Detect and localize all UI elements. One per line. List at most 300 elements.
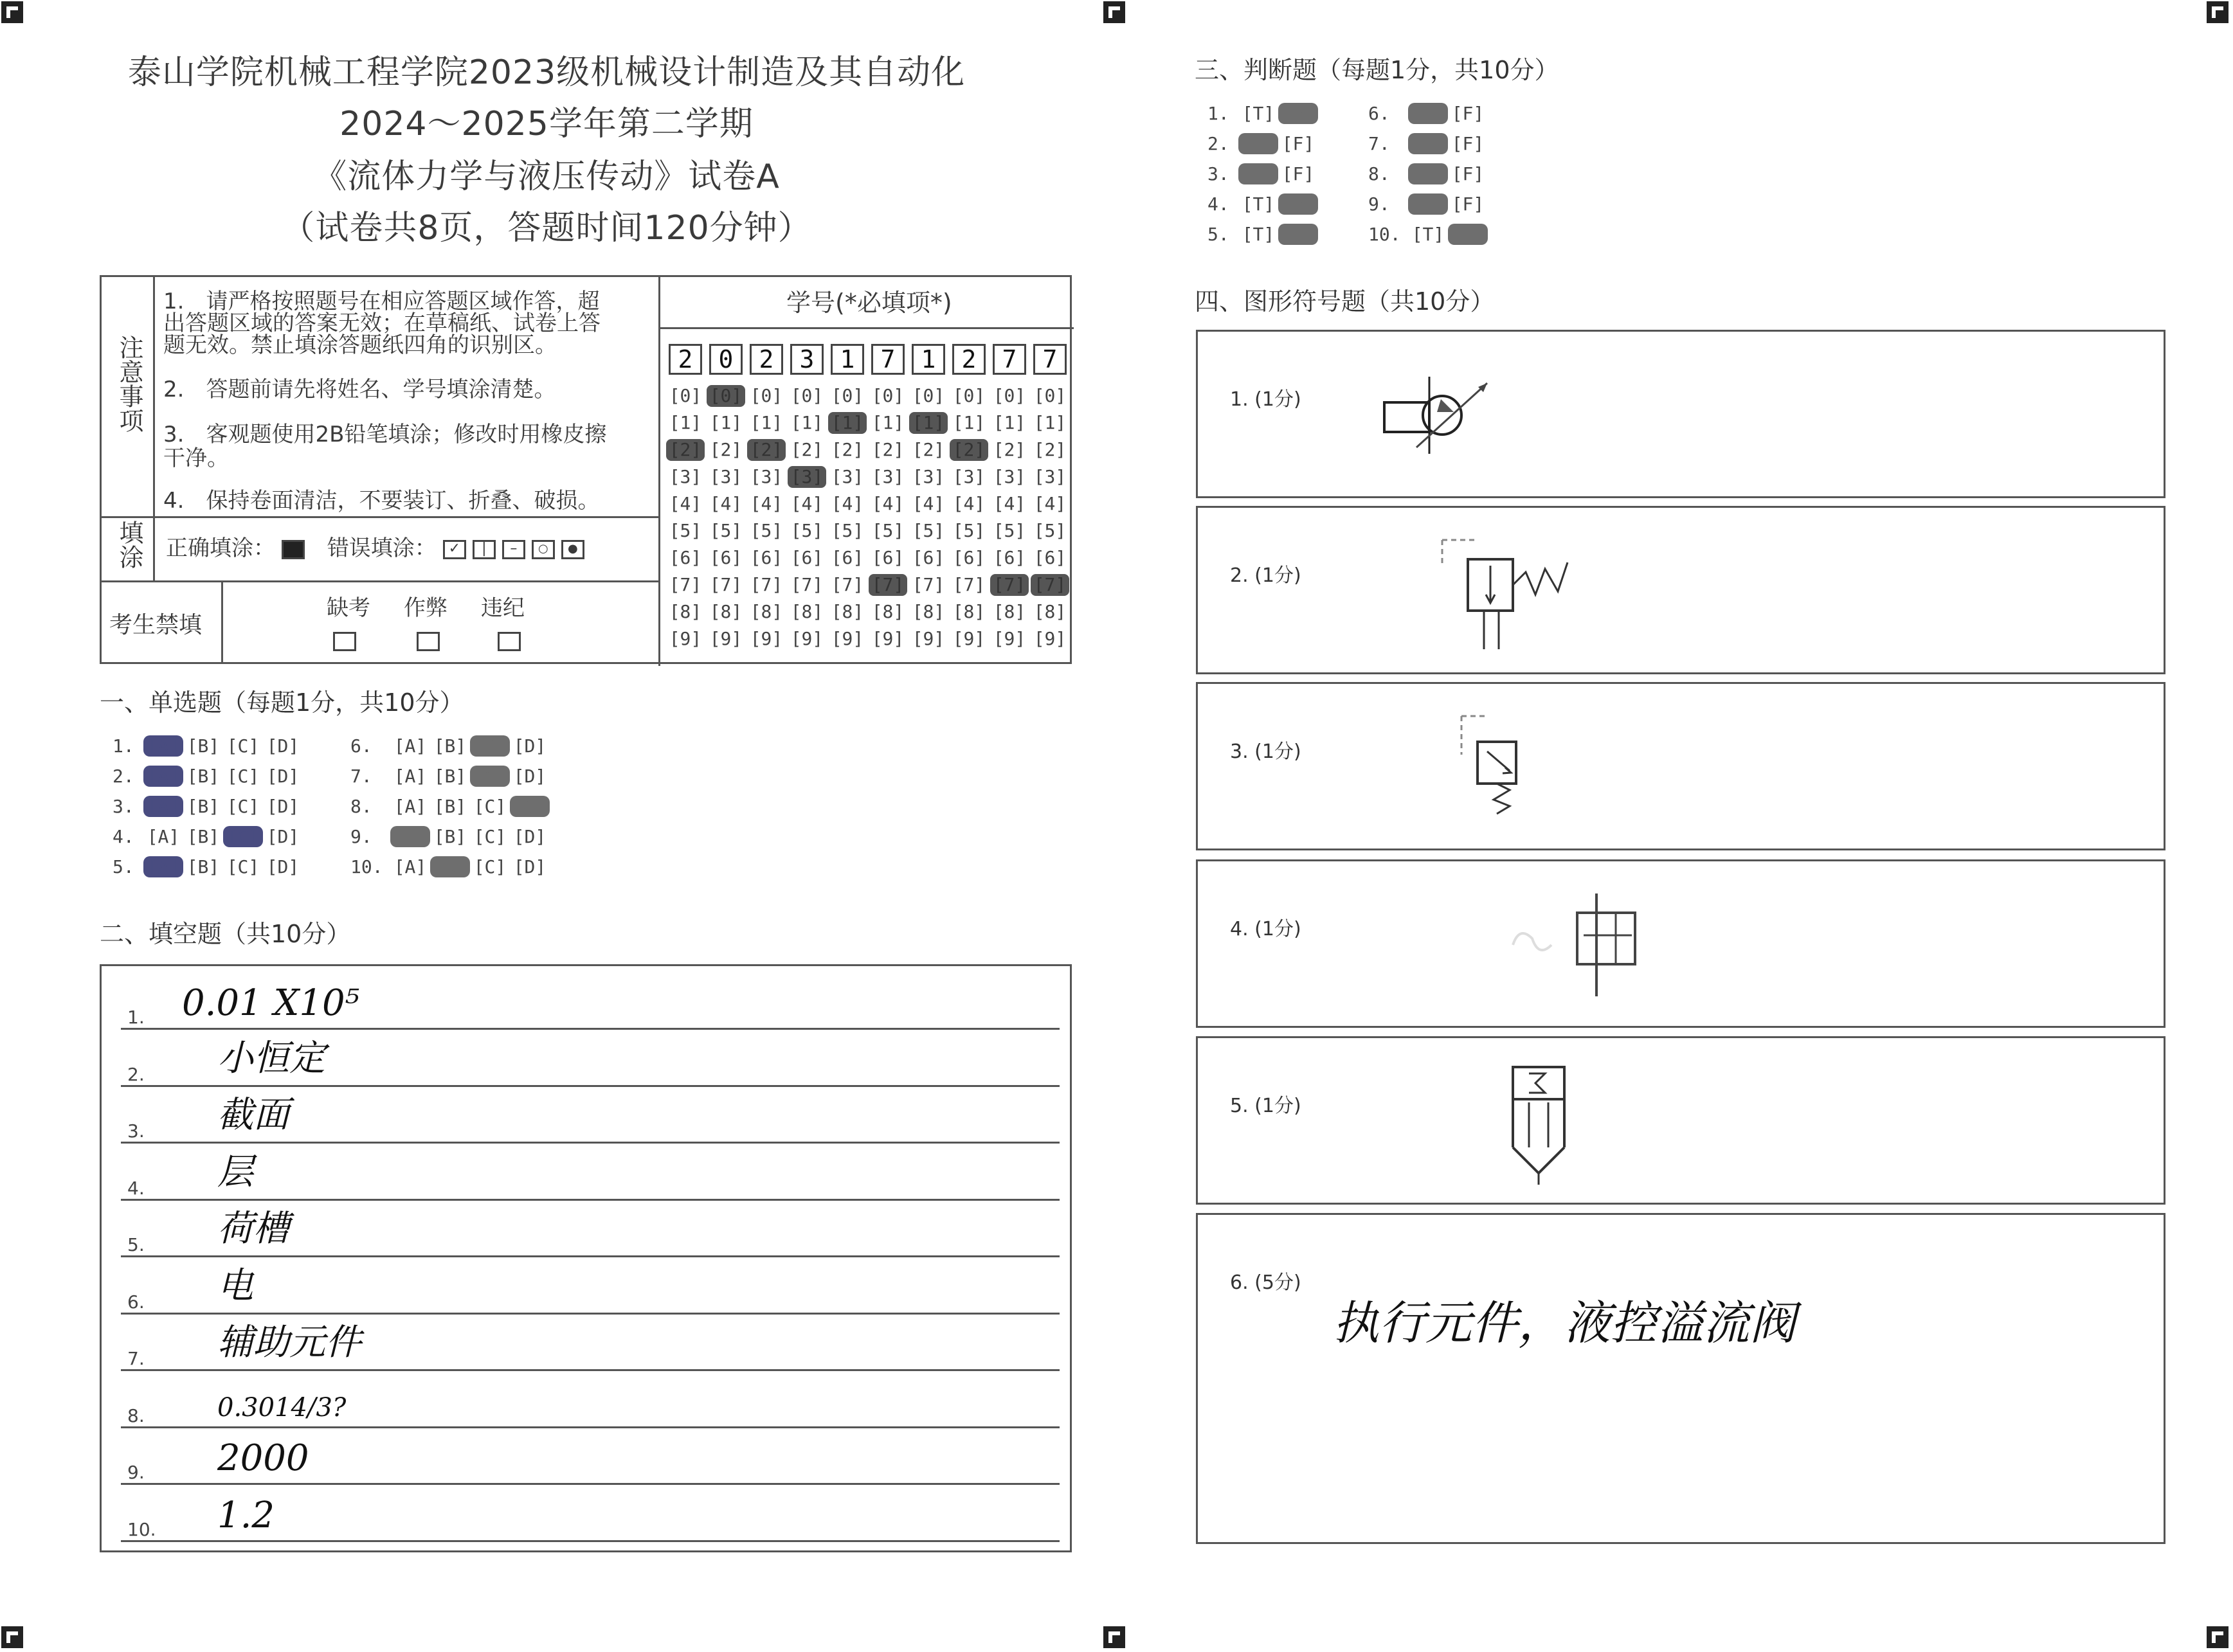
student-id-bubble[interactable]: [7]	[952, 574, 986, 595]
choice-bubble[interactable]: [C]	[473, 856, 507, 877]
exam-title-line4: （试卷共8页，答题时间120分钟）	[281, 209, 812, 247]
true-false-bubble[interactable]: [F]	[1278, 193, 1318, 215]
registration-mark	[2207, 1, 2228, 23]
choice-bubble[interactable]: [C]	[226, 735, 260, 757]
notice-item: 出答题区域的答案无效；在草稿纸、试卷上答	[163, 310, 601, 336]
student-id-bubble[interactable]: [0]	[912, 385, 945, 406]
choice-bubble[interactable]: [D]	[266, 856, 300, 877]
true-false-question	[1368, 224, 1488, 245]
exam-title-line3: 《流体力学与液压传动》试卷A	[313, 157, 780, 196]
forbid-heading: 考生禁填	[109, 612, 203, 638]
question-number: 2.	[1207, 133, 1229, 154]
student-id-digit-box: 1	[912, 344, 945, 375]
symbol-answer-box-6	[1196, 1213, 2165, 1544]
fill-blank-answer: 辅助元件	[217, 1322, 361, 1363]
notice-item: 干净。	[163, 445, 229, 471]
student-id-digit-box: 2	[952, 344, 986, 375]
registration-mark	[1103, 1626, 1125, 1648]
exam-title-line1: 泰山学院机械工程学院2023级机械设计制造及其自动化	[127, 53, 966, 92]
registration-mark	[1, 1626, 23, 1648]
choice-bubble[interactable]: [C]	[473, 796, 507, 817]
symbol-answer-box-1	[1196, 330, 2165, 498]
true-false-question	[1207, 133, 1318, 154]
fill-blank-number: 8.	[127, 1405, 145, 1426]
single-choice-question	[350, 766, 550, 787]
student-id-digit-box: 2	[669, 344, 702, 375]
student-id-bubble[interactable]: [5]	[952, 520, 986, 541]
notice-heading: 注意事项	[115, 335, 143, 433]
student-id-bubble[interactable]: [2]	[871, 439, 905, 460]
choice-bubble[interactable]: [B]	[186, 766, 220, 787]
student-id-bubble[interactable]: [8]	[790, 601, 824, 622]
student-id-bubble[interactable]: [9]	[1033, 628, 1067, 649]
student-id-digit-box: 0	[709, 344, 743, 375]
check-mark-icon: ✓	[443, 540, 466, 559]
student-id-bubble[interactable]: [9]	[831, 628, 864, 649]
question-number: 1.	[113, 735, 134, 757]
student-id-digit-box: 7	[993, 344, 1026, 375]
true-false-question	[1368, 103, 1488, 124]
forbid-checkbox-absent[interactable]	[333, 632, 356, 651]
student-id-bubble[interactable]: [5]	[750, 520, 783, 541]
choice-bubble[interactable]: [A]	[143, 735, 183, 757]
student-id-bubble[interactable]: [5]	[1033, 520, 1067, 541]
student-id-bubble[interactable]: [8]	[1033, 601, 1067, 622]
true-false-question	[1207, 163, 1318, 184]
choice-bubble[interactable]: [A]	[390, 826, 430, 847]
student-id-bubble[interactable]: [4]	[952, 493, 986, 514]
choice-bubble[interactable]: [B]	[186, 856, 220, 877]
student-id-bubble[interactable]: [5]	[912, 520, 945, 541]
student-id-bubble[interactable]: [6]	[952, 547, 986, 568]
student-id-bubble[interactable]: [7]	[790, 574, 824, 595]
student-id-bubble[interactable]: [1]	[669, 412, 702, 433]
student-id-bubble[interactable]: [1]	[828, 412, 867, 434]
student-id-bubble[interactable]: [3]	[1033, 466, 1067, 487]
question-number: 8.	[1368, 163, 1390, 184]
student-id-bubble[interactable]: [6]	[912, 547, 945, 568]
student-id-bubble[interactable]: [5]	[709, 520, 743, 541]
true-false-question	[1368, 193, 1488, 215]
symbol-question-label: 2. (1分)	[1230, 564, 1301, 587]
single-choice-question	[113, 796, 303, 817]
symbol-question-label: 3. (1分)	[1230, 741, 1301, 763]
forbid-checkbox-discipline[interactable]	[498, 632, 521, 651]
choice-bubble[interactable]: [C]	[473, 826, 507, 847]
choice-bubble[interactable]: [D]	[266, 826, 300, 847]
notice-item: 3. 客观题使用2B铅笔填涂；修改时用橡皮擦	[163, 422, 607, 447]
student-id-bubble[interactable]: [6]	[1033, 547, 1067, 568]
choice-bubble[interactable]: [A]	[393, 796, 427, 817]
student-id-bubble[interactable]: [5]	[790, 520, 824, 541]
fill-blank-line	[121, 971, 1060, 1030]
choice-bubble[interactable]: [A]	[143, 766, 183, 787]
fill-blank-answer: 小恒定	[217, 1037, 325, 1079]
forbid-checkbox-cheat[interactable]	[417, 632, 440, 651]
true-false-bubble[interactable]: [F]	[1451, 103, 1485, 124]
true-false-question	[1368, 163, 1488, 184]
fill-blank-number: 1.	[127, 1007, 145, 1028]
true-false-bubble[interactable]: [T]	[1411, 224, 1445, 245]
student-id-digit-box: 7	[871, 344, 905, 375]
fill-blank-answer: 电	[217, 1264, 253, 1307]
question-number: 3.	[113, 796, 134, 817]
question-number: 3.	[1207, 163, 1229, 184]
choice-bubble[interactable]: [B]	[430, 856, 470, 877]
notice-item: 1. 请严格按照题号在相应答题区域作答，超	[163, 289, 600, 314]
choice-bubble[interactable]: [D]	[513, 766, 547, 787]
section3-title: 三、判断题（每题1分，共10分）	[1195, 56, 1559, 84]
choice-bubble[interactable]: [C]	[226, 796, 260, 817]
student-id-bubble[interactable]: [2]	[666, 439, 705, 461]
choice-bubble[interactable]: [B]	[433, 735, 467, 757]
registration-mark	[1, 1, 23, 23]
true-false-bubble[interactable]: [F]	[1278, 103, 1318, 124]
true-false-bubble[interactable]: [T]	[1408, 133, 1448, 154]
choice-bubble[interactable]: [C]	[470, 766, 510, 787]
symbol-answer-box-5	[1196, 1036, 2165, 1205]
student-id-bubble[interactable]: [0]	[993, 385, 1026, 406]
student-id-bubble[interactable]: [8]	[952, 601, 986, 622]
choice-bubble[interactable]: [A]	[143, 796, 183, 817]
true-false-bubble[interactable]: [F]	[1281, 163, 1315, 184]
single-choice-question	[350, 856, 550, 877]
true-false-bubble[interactable]: [T]	[1408, 163, 1448, 184]
choice-bubble[interactable]: [C]	[470, 735, 510, 757]
single-choice-question	[113, 735, 303, 757]
correct-fill-example	[282, 540, 305, 559]
student-id-bubble[interactable]: [9]	[750, 628, 783, 649]
choice-bubble[interactable]: [A]	[393, 766, 427, 787]
question-number: 6.	[350, 735, 372, 757]
student-id-bubble[interactable]: [7]	[1031, 574, 1069, 596]
single-choice-question	[113, 856, 303, 877]
symbol-question-label: 1. (1分)	[1230, 388, 1301, 411]
true-false-bubble[interactable]: [F]	[1451, 193, 1485, 215]
student-id-bubble[interactable]: [7]	[831, 574, 864, 595]
true-false-bubble[interactable]: [T]	[1408, 193, 1448, 215]
student-id-digit-box: 2	[750, 344, 783, 375]
true-false-bubble[interactable]: [F]	[1448, 224, 1488, 245]
question-number: 9.	[350, 826, 372, 847]
question-number: 6.	[1368, 103, 1390, 124]
choice-bubble[interactable]: [A]	[143, 856, 183, 877]
student-id-bubble[interactable]: [2]	[790, 439, 824, 460]
section2-title: 二、填空题（共10分）	[100, 920, 351, 948]
dot-icon: ●	[561, 540, 584, 559]
choice-bubble[interactable]: [D]	[510, 796, 550, 817]
student-id-bubble[interactable]: [6]	[669, 547, 702, 568]
choice-bubble[interactable]: [D]	[266, 735, 300, 757]
student-id-bubble[interactable]: [1]	[993, 412, 1026, 433]
true-false-bubble[interactable]: [T]	[1242, 193, 1275, 215]
registration-mark	[2207, 1626, 2228, 1648]
choice-bubble[interactable]: [C]	[226, 856, 260, 877]
student-id-bubble[interactable]: [2]	[912, 439, 945, 460]
student-id-bubble[interactable]: [0]	[750, 385, 783, 406]
fill-blank-line	[121, 1484, 1060, 1542]
student-id-bubble[interactable]: [3]	[993, 466, 1026, 487]
registration-mark	[1103, 1, 1125, 23]
student-id-bubble[interactable]: [6]	[871, 547, 905, 568]
student-id-bubble[interactable]: [4]	[871, 493, 905, 514]
symbol-question-6-answer: 执行元件，液控溢流阀	[1333, 1296, 1796, 1350]
student-id-bubble[interactable]: [2]	[950, 439, 988, 461]
choice-bubble[interactable]: [C]	[223, 826, 263, 847]
exam-title-line2: 2024～2025学年第二学期	[339, 105, 754, 143]
handwritten-cylinder-symbol	[1500, 887, 1654, 1003]
student-id-bubble[interactable]: [8]	[993, 601, 1026, 622]
true-false-question	[1207, 193, 1318, 215]
fill-blank-line	[121, 1085, 1060, 1144]
student-id-bubble[interactable]: [4]	[912, 493, 945, 514]
student-id-bubble[interactable]: [6]	[831, 547, 864, 568]
fill-blank-answer: 0.01 X10⁵	[182, 982, 360, 1024]
student-id-digit-box: 3	[790, 344, 824, 375]
student-id-bubble[interactable]: [6]	[993, 547, 1026, 568]
student-id-bubble[interactable]: [2]	[1033, 439, 1067, 460]
choice-bubble[interactable]: [D]	[513, 735, 547, 757]
fill-blank-line	[121, 1313, 1060, 1371]
fill-blank-number: 3.	[127, 1120, 145, 1142]
fill-blank-line	[121, 1426, 1060, 1485]
true-false-question	[1207, 224, 1318, 245]
choice-bubble[interactable]: [D]	[513, 856, 547, 877]
true-false-bubble[interactable]: [F]	[1281, 133, 1315, 154]
handwritten-relief-valve-symbol	[1449, 710, 1539, 819]
section1-title: 一、单选题（每题1分，共10分）	[100, 688, 464, 717]
student-id-digit-box: 1	[831, 344, 864, 375]
choice-bubble[interactable]: [D]	[266, 766, 300, 787]
student-id-bubble[interactable]: [7]	[869, 574, 907, 596]
student-id-bubble[interactable]: [5]	[831, 520, 864, 541]
fill-blank-line	[121, 1028, 1060, 1087]
single-choice-question	[350, 735, 550, 757]
student-id-bubble[interactable]: [8]	[669, 601, 702, 622]
student-id-bubble[interactable]: [6]	[790, 547, 824, 568]
notice-table	[100, 275, 1072, 664]
question-number: 8.	[350, 796, 372, 817]
student-id-bubble[interactable]: [2]	[993, 439, 1026, 460]
choice-bubble[interactable]: [D]	[266, 796, 300, 817]
true-false-bubble[interactable]: [F]	[1451, 133, 1485, 154]
student-id-bubble[interactable]: [4]	[1033, 493, 1067, 514]
student-id-bubble[interactable]: [5]	[871, 520, 905, 541]
student-id-bubble[interactable]: [9]	[912, 628, 945, 649]
student-id-bubble[interactable]: [8]	[871, 601, 905, 622]
student-id-bubble[interactable]: [4]	[669, 493, 702, 514]
vertical-bar-icon: |	[473, 540, 496, 559]
notice-item: 题无效。禁止填涂答题纸四角的识别区。	[163, 332, 557, 358]
choice-bubble[interactable]: [B]	[433, 796, 467, 817]
student-id-bubble[interactable]: [8]	[709, 601, 743, 622]
student-id-bubble[interactable]: [1]	[871, 412, 905, 433]
forbid-option-absent: 缺考	[327, 595, 370, 621]
student-id-bubble[interactable]: [6]	[709, 547, 743, 568]
student-id-bubble[interactable]: [8]	[750, 601, 783, 622]
fill-blank-number: 9.	[127, 1462, 145, 1483]
question-number: 7.	[1368, 133, 1390, 154]
forbid-option-discipline: 违纪	[481, 595, 525, 621]
student-id-bubble[interactable]: [3]	[912, 466, 945, 487]
fill-blank-answer: 层	[217, 1151, 253, 1193]
true-false-bubble[interactable]: [T]	[1238, 163, 1278, 184]
circle-icon: ○	[532, 540, 555, 559]
fill-blank-number: 2.	[127, 1063, 145, 1085]
question-number: 5.	[113, 856, 134, 877]
single-choice-question	[113, 766, 303, 787]
student-id-bubble[interactable]: [4]	[790, 493, 824, 514]
student-id-digit-box: 7	[1033, 344, 1067, 375]
student-id-bubble[interactable]: [3]	[788, 466, 826, 488]
student-id-bubble[interactable]: [9]	[669, 628, 702, 649]
question-number: 4.	[113, 826, 134, 847]
fill-blank-answer: 2000	[217, 1437, 309, 1479]
fill-blank-line	[121, 1256, 1060, 1315]
student-id-label: 学号(*必填项*)	[786, 289, 952, 317]
student-id-bubble[interactable]: [1]	[790, 412, 824, 433]
fill-blank-number: 6.	[127, 1291, 145, 1313]
student-id-bubble[interactable]: [2]	[831, 439, 864, 460]
fill-blank-number: 7.	[127, 1348, 145, 1369]
true-false-bubble[interactable]: [T]	[1242, 224, 1275, 245]
choice-bubble[interactable]: [D]	[513, 826, 547, 847]
student-id-bubble[interactable]: [0]	[1033, 385, 1067, 406]
student-id-bubble[interactable]: [8]	[912, 601, 945, 622]
student-id-bubble[interactable]: [3]	[871, 466, 905, 487]
student-id-bubble[interactable]: [1]	[952, 412, 986, 433]
choice-bubble[interactable]: [A]	[147, 826, 180, 847]
choice-bubble[interactable]: [A]	[393, 856, 427, 877]
student-id-bubble[interactable]: [7]	[709, 574, 743, 595]
question-number: 7.	[350, 766, 372, 787]
fill-heading: 填涂	[115, 520, 143, 569]
fill-blank-line	[121, 1142, 1060, 1201]
student-id-bubble[interactable]: [7]	[750, 574, 783, 595]
student-id-bubble[interactable]: [4]	[750, 493, 783, 514]
symbol-question-label: 5. (1分)	[1230, 1095, 1301, 1117]
choice-bubble[interactable]: [B]	[433, 766, 467, 787]
question-number: 4.	[1207, 193, 1229, 215]
question-number: 10.	[1368, 224, 1401, 245]
question-number: 5.	[1207, 224, 1229, 245]
true-false-bubble[interactable]: [T]	[1408, 103, 1448, 124]
fill-blank-line	[121, 1199, 1060, 1257]
student-id-bubble[interactable]: [0]	[831, 385, 864, 406]
choice-bubble[interactable]: [B]	[186, 826, 220, 847]
forbid-option-cheat: 作弊	[404, 595, 448, 621]
student-id-bubble[interactable]: [0]	[669, 385, 702, 406]
student-id-bubble[interactable]: [3]	[709, 466, 743, 487]
fill-example-row	[166, 535, 584, 561]
student-id-bubble[interactable]: [4]	[709, 493, 743, 514]
student-id-bubble[interactable]: [2]	[747, 439, 786, 461]
choice-bubble[interactable]: [A]	[393, 735, 427, 757]
symbol-question-label: 6. (5分)	[1230, 1271, 1301, 1294]
handwritten-valve-symbol	[1436, 534, 1577, 656]
handwritten-pump-symbol	[1378, 364, 1506, 454]
student-id-bubble[interactable]: [4]	[831, 493, 864, 514]
student-id-bubble[interactable]: [0]	[871, 385, 905, 406]
student-id-bubble[interactable]: [6]	[750, 547, 783, 568]
fill-blank-number: 5.	[127, 1234, 145, 1255]
question-number: 2.	[113, 766, 134, 787]
choice-bubble[interactable]: [B]	[186, 735, 220, 757]
single-choice-question	[350, 796, 550, 817]
fill-blank-answer: 荷槽	[217, 1208, 289, 1250]
fill-blank-number: 10.	[127, 1518, 156, 1540]
fill-blank-answer: 截面	[217, 1094, 289, 1136]
symbol-question-label: 4. (1分)	[1230, 918, 1301, 940]
fill-blank-answer: 0.3014/3?	[217, 1392, 347, 1423]
student-id-bubble[interactable]: [9]	[790, 628, 824, 649]
true-false-question	[1368, 133, 1488, 154]
question-number: 10.	[350, 856, 383, 877]
choice-bubble[interactable]: [B]	[433, 826, 467, 847]
question-number: 1.	[1207, 103, 1229, 124]
notice-item: 2. 答题前请先将姓名、学号填涂清楚。	[163, 377, 556, 402]
fill-blank-line	[121, 1370, 1060, 1428]
single-choice-question	[350, 826, 550, 847]
section4-title: 四、图形符号题（共10分）	[1195, 287, 1495, 316]
student-id-bubble[interactable]: [0]	[707, 385, 745, 407]
student-id-bubble[interactable]: [1]	[1033, 412, 1067, 433]
student-id-bubble[interactable]: [7]	[669, 574, 702, 595]
notice-item: 4. 保持卷面清洁，不要装订、折叠、破损。	[163, 488, 600, 514]
fill-blank-box	[100, 964, 1072, 1552]
choice-bubble[interactable]: [B]	[186, 796, 220, 817]
student-id-bubble[interactable]: [7]	[990, 574, 1029, 596]
true-false-bubble[interactable]: [F]	[1451, 163, 1485, 184]
wrong-fill-label: 错误填涂：	[327, 535, 437, 561]
true-false-question	[1207, 103, 1318, 124]
true-false-bubble[interactable]: [T]	[1242, 103, 1275, 124]
student-id-bubble[interactable]: [9]	[993, 628, 1026, 649]
student-id-bubble[interactable]: [3]	[952, 466, 986, 487]
student-id-bubble[interactable]: [0]	[952, 385, 986, 406]
fill-blank-number: 4.	[127, 1177, 145, 1199]
symbol-answer-box-3	[1196, 682, 2165, 850]
student-id-bubble[interactable]: [3]	[750, 466, 783, 487]
student-id-bubble[interactable]: [4]	[993, 493, 1026, 514]
single-choice-question	[113, 826, 303, 847]
symbol-answer-box-2	[1196, 506, 2165, 674]
question-number: 9.	[1368, 193, 1390, 215]
student-id-bubble[interactable]: [9]	[871, 628, 905, 649]
true-false-bubble[interactable]: [F]	[1278, 224, 1318, 245]
student-id-bubble[interactable]: [1]	[709, 412, 743, 433]
dash-icon: –	[502, 540, 525, 559]
student-id-bubble[interactable]: [5]	[669, 520, 702, 541]
symbol-answer-box-4	[1196, 859, 2165, 1028]
true-false-bubble[interactable]: [T]	[1238, 133, 1278, 154]
handwritten-filter-symbol	[1494, 1057, 1584, 1186]
student-id-bubble[interactable]: [5]	[993, 520, 1026, 541]
student-id-bubble[interactable]: [3]	[669, 466, 702, 487]
student-id-bubble[interactable]: [9]	[952, 628, 986, 649]
student-id-bubble[interactable]: [3]	[831, 466, 864, 487]
student-id-bubble[interactable]: [1]	[909, 412, 948, 434]
student-id-bubble[interactable]: [8]	[831, 601, 864, 622]
correct-fill-label: 正确填涂：	[166, 535, 275, 561]
student-id-bubble[interactable]: [7]	[912, 574, 945, 595]
student-id-bubble[interactable]: [9]	[709, 628, 743, 649]
student-id-bubble[interactable]: [1]	[750, 412, 783, 433]
choice-bubble[interactable]: [C]	[226, 766, 260, 787]
student-id-bubble[interactable]: [0]	[790, 385, 824, 406]
fill-blank-answer: 1.2	[217, 1494, 275, 1536]
student-id-bubble[interactable]: [2]	[709, 439, 743, 460]
